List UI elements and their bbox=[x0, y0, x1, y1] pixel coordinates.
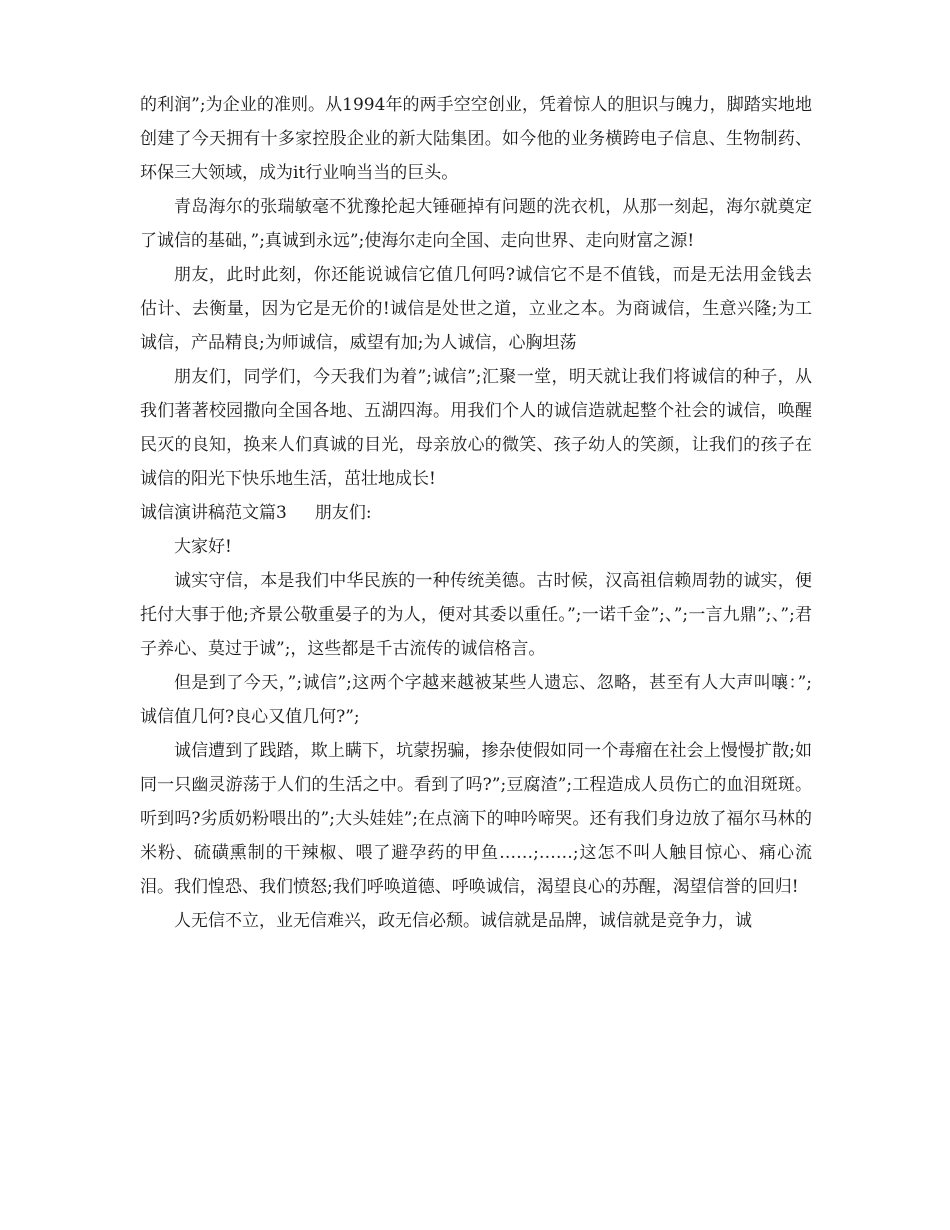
paragraph: 但是到了今天，”;诚信”;这两个字越来越被某些人遗忘、忽略，甚至有人大声叫嚷：”;诚信值几何?良心又值几何?”; bbox=[140, 673, 812, 727]
paragraph: 诚信遭到了践踏，欺上瞒下，坑蒙拐骗，掺杂使假如同一个毒瘤在社会上慢慢扩散;如同一只幽灵游荡于人们的生活之中。看到了吗?”;豆腐渣”;工程造成人员伤亡的血泪斑斑。听到吗?劣质奶粉喂出的”;大头娃娃”;在点滴下的呻吟啼哭。还有我们身边放了福尔马林的米粉、硫磺熏制的干辣椒、喂了避孕药的甲鱼……;……;这怎不叫人触目惊心、痛心流泪。我们惶恐、我们愤怒;我们呼唤道德、呼唤诚信，渴望良心的苏醒，渴望信誉的回归! bbox=[140, 741, 812, 897]
section-title: 诚信演讲稿范文篇3 bbox=[140, 503, 287, 523]
document-page bbox=[140, 88, 812, 938]
paragraph: 诚实守信，本是我们中华民族的一种传统美德。古时候，汉高祖信赖周勃的诚实，便托付大事于他;齐景公敬重晏子的为人，便对其委以重任。”;一诺千金”;、”;一言九鼎”;、”;君子养心、莫过于诚”;，这些都是千古流传的诚信格言。 bbox=[140, 571, 812, 659]
paragraphs-after bbox=[140, 530, 812, 938]
paragraph: 朋友，此时此刻，你还能说诚信它值几何吗?诚信它不是不值钱，而是无法用金钱去估计、去衡量，因为它是无价的!诚信是处世之道，立业之本。为商诚信，生意兴隆;为工诚信，产品精良;为师诚信，威望有加;为人诚信，心胸坦荡 bbox=[140, 265, 812, 353]
section-greeting: 朋友们: bbox=[314, 503, 372, 523]
paragraph: 人无信不立，业无信难兴，政无信必颓。诚信就是品牌，诚信就是竞争力，诚 bbox=[174, 911, 752, 931]
paragraph: 大家好! bbox=[174, 537, 232, 557]
paragraph: 朋友们，同学们，今天我们为着”;诚信”;汇聚一堂，明天就让我们将诚信的种子，从我们著著校园撒向全国各地、五湖四海。用我们个人的诚信造就起整个社会的诚信，唤醒民灭的良知，换来人们真诚的目光，母亲放心的微笑、孩子幼人的笑颜，让我们的孩子在诚信的阳光下快乐地生活，茁壮地成长! bbox=[140, 367, 812, 489]
section-heading bbox=[140, 496, 812, 530]
paragraphs-before bbox=[140, 88, 812, 496]
paragraph: 的利润”;为企业的准则。从1994年的两手空空创业，凭着惊人的胆识与魄力，脚踏实地地创建了今天拥有十多家控股企业的新大陆集团。如今他的业务横跨电子信息、生物制药、环保三大领域，成为it行业响当当的巨头。 bbox=[140, 95, 812, 183]
paragraph: 青岛海尔的张瑞敏毫不犹豫抡起大锤砸掉有问题的洗衣机，从那一刻起，海尔就奠定了诚信的基础，”;真诚到永远”;使海尔走向全国、走向世界、走向财富之源! bbox=[140, 197, 812, 251]
